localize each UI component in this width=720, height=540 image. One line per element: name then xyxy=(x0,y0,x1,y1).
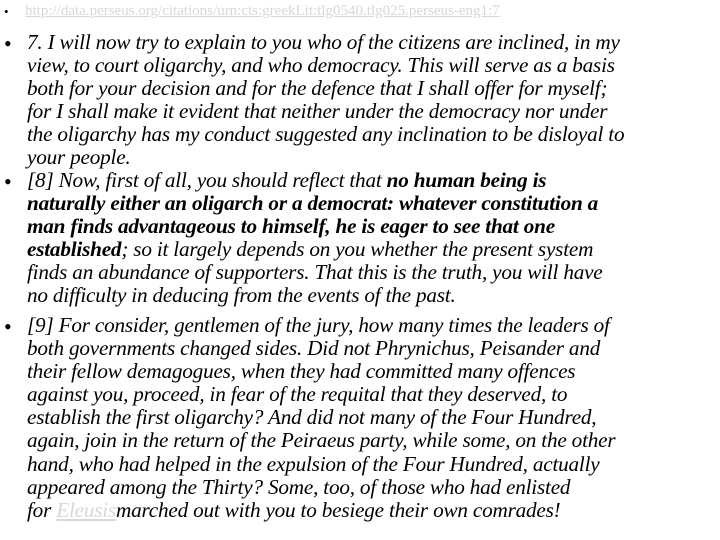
text-line: your people. xyxy=(27,145,131,170)
text-line: their fellow demagogues, when they had committed many offences xyxy=(27,359,576,384)
source-citation-link[interactable]: http://data.perseus.org/citations/urn:cts:greekLit:tlg0540.tlg025.perseus-eng1:7 xyxy=(25,3,500,19)
emphasis-text: established xyxy=(27,237,122,262)
emphasis-text: naturally either an oligarch or a democrat: whatever constitution a xyxy=(27,191,599,216)
plain-text: [8] Now, first of all, you should reflect that xyxy=(27,168,387,192)
source-citation-row xyxy=(0,1,720,23)
text-line xyxy=(27,192,717,215)
text-line: establish the first oligarchy? And did not many of the Four Hundred, xyxy=(27,405,597,430)
plain-text: marched out with you to besiege their own comrades! xyxy=(116,497,561,522)
text-line: appeared among the Thirty? Some, too, of those who had enlisted xyxy=(27,474,571,499)
text-line: against you, proceed, in fear of the requital that they deserved, to xyxy=(27,382,568,407)
emphasis-text: man finds advantageous to himself, he is eager to see that one xyxy=(27,214,555,239)
text-line: no difficulty in deducing from the events of the past. xyxy=(27,283,456,308)
eleusis-link[interactable]: Eleusis xyxy=(56,497,117,522)
text-line: both governments changed sides. Did not Phrynichus, Peisander and xyxy=(27,336,601,361)
text-line: view, to court oligarchy, and who democracy. This will serve as a basis xyxy=(27,53,615,78)
text-line xyxy=(27,169,717,192)
text-line xyxy=(27,215,717,238)
bullet-icon: • xyxy=(4,169,12,194)
bullet-icon: • xyxy=(4,4,9,19)
paragraph-2-text xyxy=(27,169,717,308)
text-line: again, join in the return of the Peiraeus party, while some, on the other xyxy=(27,428,616,453)
plain-text: ; so it largely depends on you whether the present system xyxy=(121,237,594,262)
text-line: for I shall make it evident that neither under the democracy nor under xyxy=(27,99,608,124)
paragraph-1-text xyxy=(27,31,717,170)
text-line: [9] For consider, gentlemen of the jury, how many times the leaders of xyxy=(27,313,610,337)
text-line xyxy=(27,499,717,522)
plain-text: for xyxy=(27,497,57,522)
text-line xyxy=(27,238,717,261)
bullet-icon: • xyxy=(4,31,12,56)
bullet-icon: • xyxy=(4,314,12,339)
text-line: the oligarchy has my conduct suggested any inclination to be disloyal to xyxy=(27,122,625,147)
paragraph-3-text xyxy=(27,314,717,522)
emphasis-text: no human being is xyxy=(386,168,547,192)
text-line: 7. I will now try to explain to you who of the citizens are inclined, in my xyxy=(27,30,620,54)
text-line: both for your decision and for the defence that I shall offer for myself; xyxy=(27,76,608,101)
text-line: finds an abundance of supporters. That this is the truth, you will have xyxy=(27,260,603,285)
text-line: hand, who had helped in the expulsion of the Four Hundred, actually xyxy=(27,451,600,476)
